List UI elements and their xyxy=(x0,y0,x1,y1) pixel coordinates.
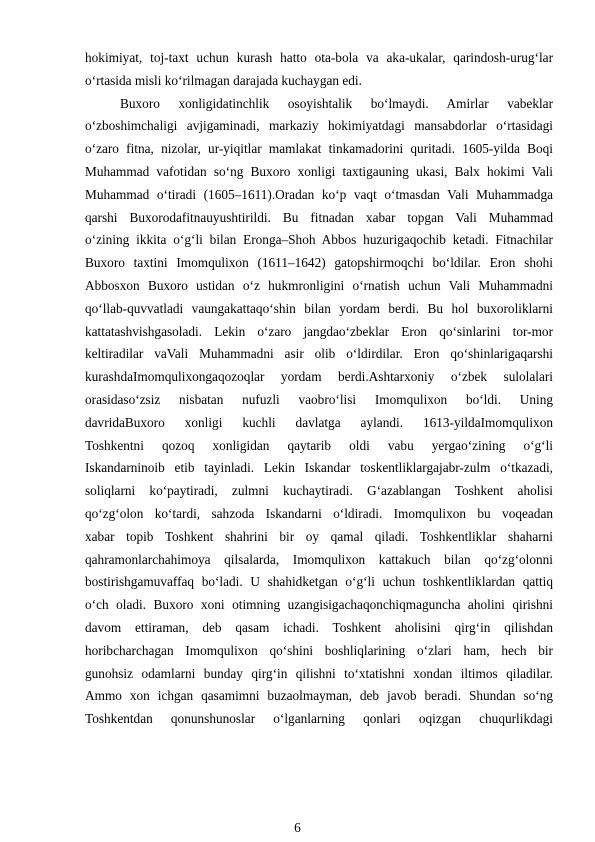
text-line: Abbosxon Buxoro ustidan o‘z hukmronligini o‘rnatish uchun Vali Muhammadni xyxy=(85,277,553,293)
text-line: hokimiyat, toj-taxt uchun kurash hatto ota-bola va aka-ukalar, qarindosh-urug‘lar xyxy=(85,50,553,65)
text-line: qo‘zg‘olon ko‘tardi, sahzoda Iskandarni o‘ldiradi. Imomqulixon bu voqeadan xyxy=(85,505,553,521)
page-number: 6 xyxy=(294,820,301,835)
text-line: davridaBuxoro xonligi kuchli davlatga aylandi. 1613-yildaImomqulixon xyxy=(85,414,553,430)
text-line: davom ettiraman, deb qasam ichadi. Toshkent aholisini qirg‘in qilishdan xyxy=(85,619,553,635)
text-line: o‘ch oladi. Buxoro xoni otimning uzangisigachaqonchiqmaguncha aholini qirishni xyxy=(85,597,553,613)
paragraph-first-line: Buxoro xonligidatinchlik osoyishtalik bo‘lmaydi. Amirlar vabeklar xyxy=(120,95,553,111)
text-line: Iskandarninoib etib tayinladi. Lekin Iskandar toskentliklargajabr-zulm o‘tkazadi, xyxy=(85,460,553,476)
text-line: kattatashvishgasoladi. Lekin o‘zaro jangdao‘zbeklar Eron qo‘sinlarini tor-mor xyxy=(85,323,553,339)
text-line: Buxoro taxtini Imomqulixon (1611–1642) gatopshirmoqchi bo‘ldilar. Eron shohi xyxy=(85,255,553,271)
text-line: Ammo xon ichgan qasamimni buzaolmayman, deb javob beradi. Shundan so‘ng xyxy=(85,688,553,704)
text-line: o‘zboshimchaligi avjigaminadi, markaziy hokimiyatdagi mansabdorlar o‘rtasidagi xyxy=(85,118,553,134)
text-line: horibcharchagan Imomqulixon qo‘shini boshliqlarining o‘zlari ham, hech bir xyxy=(85,642,553,658)
text-line: qahramonlarchahimoya qilsalarda, Imomqulixon kattakuch bilan qo‘zg‘olonni xyxy=(85,551,553,567)
text-line: Muhammad vafotidan so‘ng Buxoro xonligi taxtigauning ukasi, Balx hokimi Vali xyxy=(85,163,553,179)
text-line: keltiradilar vaVali Muhammadni asir olib o‘ldirdilar. Eron qo‘shinlarigaqarshi xyxy=(85,346,553,362)
text-line: o‘rtasida misli ko‘rilmagan darajada kuchaygan edi. xyxy=(85,72,362,88)
body-text xyxy=(85,47,553,731)
text-line: o‘zining ikkita o‘g‘li bilan Eronga–Shoh Abbos huzurigaqochib ketadi. Fitnachilar xyxy=(85,232,553,248)
text-line: Toshkentdan qonunshunoslar o‘lganlarning qonlari oqizgan chuqurlikdagi xyxy=(85,711,553,727)
text-line: orasidaso‘zsiz nisbatan nufuzli vaobro‘lisi Imomqulixon bo‘ldi. Uning xyxy=(85,391,553,407)
text-line: Toshkentni qozoq xonligidan qaytarib oldi vabu yergao‘zining o‘g‘li xyxy=(85,437,553,453)
text-line: qarshi Buxorodafitnauyushtirildi. Bu fitnadan xabar topgan Vali Muhammad xyxy=(85,209,553,225)
text-line: soliqlarni ko‘paytiradi, zulmni kuchaytiradi. G‘azablangan Toshkent aholisi xyxy=(85,483,553,499)
text-line: xabar topib Toshkent shahrini bir oy qamal qiladi. Toshkentliklar shaharni xyxy=(85,528,553,544)
text-line: bostirishgamuvaffaq bo‘ladi. U shahidketgan o‘g‘li uchun toshkentliklardan qattiq xyxy=(85,574,553,590)
text-line: qo‘llab-quvvatladi vaungakattaqo‘shin bilan yordam berdi. Bu hol buxoroliklarni xyxy=(85,300,553,316)
text-line: kurashdaImomqulixongaqozoqlar yordam berdi.Ashtarxoniy o‘zbek sulolalari xyxy=(85,369,553,385)
text-line: gunohsiz odamlarni bunday qirg‘in qilishni to‘xtatishni xondan iltimos qiladilar. xyxy=(85,665,553,681)
text-line: Muhammad o‘tiradi (1605–1611).Oradan ko‘p vaqt o‘tmasdan Vali Muhammadga xyxy=(85,186,553,202)
text-line: o‘zaro fitna, nizolar, ur-yiqitlar mamlakat tinkamadorini quritadi. 1605-yilda Boqi xyxy=(85,141,553,157)
